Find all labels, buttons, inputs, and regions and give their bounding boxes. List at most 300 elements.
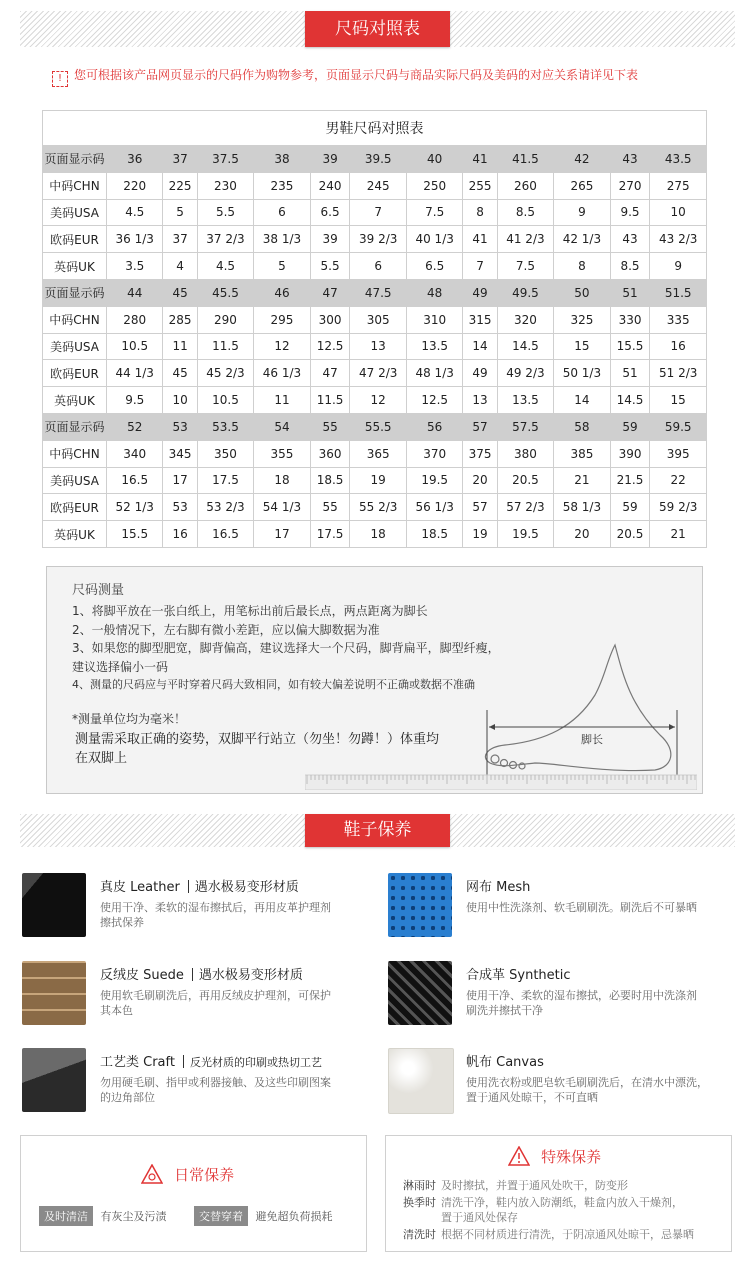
size-cell: 56 1/3 <box>406 494 462 521</box>
size-cell: 11 <box>163 333 197 360</box>
size-row-label: 英码UK <box>43 521 107 548</box>
size-cell: 37.5 <box>197 146 253 173</box>
size-row-uk <box>43 387 707 414</box>
size-cell: 53.5 <box>197 413 253 440</box>
special-care-panel <box>385 1135 732 1252</box>
size-cell: 47 <box>310 279 350 306</box>
care-item-name: 合成革 Synthetic <box>466 968 571 983</box>
size-cell: 12 <box>254 333 310 360</box>
size-cell: 21 <box>554 467 610 494</box>
size-row-label: 中码CHN <box>43 306 107 333</box>
special-value: 根据不同材质进行清洗，于阴凉通风处晾干，忌暴晒 <box>441 1228 694 1241</box>
measure-box <box>46 566 703 794</box>
size-row-page <box>43 146 707 173</box>
unit-note: *测量单位均为毫米！ <box>72 712 187 726</box>
size-cell: 375 <box>463 440 497 467</box>
size-cell: 10 <box>650 199 707 226</box>
daily-text-1: 有灰尘及污渍 <box>100 1210 167 1223</box>
size-cell: 19.5 <box>406 467 462 494</box>
size-cell: 15.5 <box>107 521 163 548</box>
size-row-eur <box>43 494 707 521</box>
size-cell: 10.5 <box>197 387 253 414</box>
care-item-desc-line: 使用洗衣粉或肥皂软毛刷刷洗后，在清水中漂洗， <box>466 1076 708 1089</box>
size-cell: 350 <box>197 440 253 467</box>
size-cell: 10 <box>163 387 197 414</box>
size-cell: 48 1/3 <box>406 360 462 387</box>
special-care-title: 特殊保养 <box>541 1148 602 1166</box>
size-chart-banner <box>305 11 450 47</box>
size-cell: 59 <box>610 494 650 521</box>
size-cell: 285 <box>163 306 197 333</box>
size-cell: 55.5 <box>350 413 406 440</box>
size-cell: 9.5 <box>107 387 163 414</box>
size-cell: 385 <box>554 440 610 467</box>
size-cell: 11.5 <box>310 387 350 414</box>
size-cell: 41 <box>463 226 497 253</box>
size-cell: 18 <box>254 467 310 494</box>
care-item-subtitle: 遇水极易变形材质 <box>194 880 299 895</box>
size-cell: 8.5 <box>610 253 650 280</box>
size-row-label: 英码UK <box>43 387 107 414</box>
size-cell: 54 <box>254 413 310 440</box>
size-cell: 36 1/3 <box>107 226 163 253</box>
size-cell: 290 <box>197 306 253 333</box>
care-item <box>22 873 367 941</box>
tag-alternate: 交替穿着 <box>194 1206 248 1226</box>
size-row-label: 英码UK <box>43 253 107 280</box>
care-item <box>388 1048 733 1116</box>
size-cell: 40 <box>406 146 462 173</box>
size-cell: 41.5 <box>497 146 553 173</box>
size-cell: 42 <box>554 146 610 173</box>
daily-care-row <box>39 1206 333 1226</box>
size-cell: 22 <box>650 467 707 494</box>
size-row-usa <box>43 467 707 494</box>
size-cell: 41 2/3 <box>497 226 553 253</box>
special-row <box>403 1178 728 1193</box>
size-cell: 15 <box>554 333 610 360</box>
care-item-desc <box>100 900 362 930</box>
size-row-label: 页面显示码 <box>43 279 107 306</box>
size-cell: 16.5 <box>197 521 253 548</box>
size-cell: 230 <box>197 172 253 199</box>
measure-step-3b: 建议选择偏小一码 <box>72 659 169 674</box>
care-item <box>388 961 733 1029</box>
size-cell: 16 <box>650 333 707 360</box>
size-cell: 44 1/3 <box>107 360 163 387</box>
care-item-title <box>100 964 303 983</box>
size-cell: 380 <box>497 440 553 467</box>
size-cell: 5 <box>163 199 197 226</box>
care-item-desc-line: 使用干净、柔软的湿布擦拭，必要时用中洗涤剂 <box>466 989 697 1002</box>
measure-step-1: 1、将脚平放在一张白纸上，用笔标出前后最长点，两点距离为脚长 <box>72 604 428 618</box>
size-cell: 9 <box>554 199 610 226</box>
size-cell: 51 <box>610 279 650 306</box>
care-item-desc <box>466 1075 728 1105</box>
size-cell: 12 <box>350 387 406 414</box>
size-cell: 355 <box>254 440 310 467</box>
size-cell: 47 2/3 <box>350 360 406 387</box>
size-cell: 330 <box>610 306 650 333</box>
size-cell: 275 <box>650 172 707 199</box>
size-table-wrap <box>42 110 707 548</box>
size-cell: 57.5 <box>497 413 553 440</box>
care-item <box>22 1048 367 1116</box>
warning-icon: ! <box>52 71 68 87</box>
size-row-label: 中码CHN <box>43 172 107 199</box>
size-cell: 255 <box>463 172 497 199</box>
care-item-name: 反绒皮 Suede <box>100 968 184 983</box>
size-cell: 14.5 <box>497 333 553 360</box>
care-item-desc-line: 刷洗并擦拭干净 <box>466 1004 543 1017</box>
special-row <box>403 1227 728 1242</box>
size-cell: 7 <box>350 199 406 226</box>
size-cell: 17 <box>254 521 310 548</box>
size-row-eur <box>43 360 707 387</box>
care-item-desc-line: 置于通风处晾干，不可直晒 <box>466 1091 598 1104</box>
size-cell: 13 <box>350 333 406 360</box>
size-row-usa <box>43 199 707 226</box>
size-cell: 57 <box>463 413 497 440</box>
posture-line-1: 测量需采取正确的姿势，双脚平行站立（勿坐！勿蹲！）体重均 <box>75 732 440 747</box>
size-cell: 15.5 <box>610 333 650 360</box>
size-row-chn <box>43 306 707 333</box>
care-item-divider <box>183 1055 184 1068</box>
size-cell: 320 <box>497 306 553 333</box>
size-cell: 55 <box>310 413 350 440</box>
size-cell: 49 2/3 <box>497 360 553 387</box>
size-cell: 37 <box>163 146 197 173</box>
size-row-label: 美码USA <box>43 333 107 360</box>
size-cell: 39 2/3 <box>350 226 406 253</box>
size-cell: 49.5 <box>497 279 553 306</box>
size-cell: 20.5 <box>497 467 553 494</box>
size-row-label: 美码USA <box>43 467 107 494</box>
size-row-uk <box>43 253 707 280</box>
size-cell: 47 <box>310 360 350 387</box>
size-row-page <box>43 279 707 306</box>
synthetic-swatch-icon <box>388 961 452 1025</box>
size-cell: 240 <box>310 172 350 199</box>
size-cell: 245 <box>350 172 406 199</box>
daily-text-2: 避免超负荷损耗 <box>255 1210 333 1223</box>
size-cell: 45 <box>163 279 197 306</box>
special-key: 淋雨时 <box>403 1179 436 1192</box>
size-cell: 58 1/3 <box>554 494 610 521</box>
size-cell: 12.5 <box>406 387 462 414</box>
size-cell: 365 <box>350 440 406 467</box>
size-cell: 53 <box>163 494 197 521</box>
size-cell: 44 <box>107 279 163 306</box>
notice-text: 您可根据该产品网页显示的尺码作为购物参考，页面显示尺码与商品实际尺码及美码的对应关系请详见下表 <box>74 68 639 82</box>
care-item-desc-line: 其本色 <box>100 1004 133 1017</box>
size-cell: 59.5 <box>650 413 707 440</box>
size-cell: 9 <box>650 253 707 280</box>
size-cell: 20 <box>463 467 497 494</box>
mesh-swatch-icon <box>388 873 452 937</box>
size-cell: 6.5 <box>406 253 462 280</box>
size-cell: 300 <box>310 306 350 333</box>
size-cell: 10.5 <box>107 333 163 360</box>
suede-swatch-icon <box>22 961 86 1025</box>
size-cell: 48 <box>406 279 462 306</box>
special-value: 及时擦拭，并置于通风处吹干，防变形 <box>441 1179 628 1192</box>
size-cell: 14 <box>463 333 497 360</box>
size-cell: 360 <box>310 440 350 467</box>
size-cell: 8 <box>554 253 610 280</box>
size-cell: 15 <box>650 387 707 414</box>
foot-measure-illustration <box>305 635 697 790</box>
size-cell: 16.5 <box>107 467 163 494</box>
size-cell: 37 <box>163 226 197 253</box>
size-chart-banner-label: 尺码对照表 <box>335 19 420 39</box>
size-cell: 40 1/3 <box>406 226 462 253</box>
size-row-label: 欧码EUR <box>43 226 107 253</box>
size-cell: 41 <box>463 146 497 173</box>
tag-clean: 及时清洁 <box>39 1206 93 1226</box>
size-row-label: 欧码EUR <box>43 360 107 387</box>
size-cell: 340 <box>107 440 163 467</box>
size-cell: 4.5 <box>197 253 253 280</box>
size-cell: 5.5 <box>310 253 350 280</box>
size-cell: 260 <box>497 172 553 199</box>
size-cell: 310 <box>406 306 462 333</box>
size-cell: 6 <box>350 253 406 280</box>
size-cell: 51.5 <box>650 279 707 306</box>
measure-step-2: 2、一般情况下，左右脚有微小差距，应以偏大脚数据为准 <box>72 622 380 637</box>
size-cell: 235 <box>254 172 310 199</box>
size-cell: 39.5 <box>350 146 406 173</box>
size-cell: 370 <box>406 440 462 467</box>
canvas-swatch-icon <box>388 1048 454 1114</box>
size-cell: 59 2/3 <box>650 494 707 521</box>
size-cell: 19 <box>463 521 497 548</box>
alert-triangle-icon <box>508 1146 530 1166</box>
size-cell: 220 <box>107 172 163 199</box>
size-cell: 51 2/3 <box>650 360 707 387</box>
daily-care-title: 日常保养 <box>174 1166 235 1184</box>
care-item-name: 真皮 Leather <box>100 880 180 895</box>
care-item-divider <box>192 968 193 981</box>
size-cell: 7.5 <box>406 199 462 226</box>
size-cell: 11 <box>254 387 310 414</box>
size-cell: 51 <box>610 360 650 387</box>
size-cell: 5.5 <box>197 199 253 226</box>
size-cell: 295 <box>254 306 310 333</box>
care-item-name: 工艺类 Craft <box>100 1055 175 1070</box>
size-cell: 55 2/3 <box>350 494 406 521</box>
care-item-title <box>100 1051 322 1070</box>
size-cell: 270 <box>610 172 650 199</box>
size-cell: 17.5 <box>197 467 253 494</box>
size-cell: 8.5 <box>497 199 553 226</box>
size-cell: 43 <box>610 146 650 173</box>
size-cell: 43 2/3 <box>650 226 707 253</box>
size-cell: 46 1/3 <box>254 360 310 387</box>
care-banner-label: 鞋子保养 <box>343 820 412 840</box>
measure-title: 尺码测量 <box>72 583 125 598</box>
size-cell: 54 1/3 <box>254 494 310 521</box>
size-cell: 16 <box>163 521 197 548</box>
size-chart-notice <box>52 66 732 87</box>
size-cell: 390 <box>610 440 650 467</box>
care-item-divider <box>188 880 189 893</box>
size-cell: 57 2/3 <box>497 494 553 521</box>
size-cell: 265 <box>554 172 610 199</box>
special-row <box>403 1195 728 1210</box>
care-item-subtitle: 遇水极易变形材质 <box>198 968 303 983</box>
special-value: 清洗干净，鞋内放入防潮纸，鞋盒内放入干燥剂， <box>441 1196 683 1209</box>
size-cell: 280 <box>107 306 163 333</box>
size-cell: 50 1/3 <box>554 360 610 387</box>
care-item-desc <box>466 988 728 1018</box>
size-cell: 18.5 <box>310 467 350 494</box>
size-cell: 43.5 <box>650 146 707 173</box>
size-cell: 13 <box>463 387 497 414</box>
size-cell: 395 <box>650 440 707 467</box>
size-cell: 19 <box>350 467 406 494</box>
size-cell: 45 <box>163 360 197 387</box>
size-cell: 13.5 <box>406 333 462 360</box>
size-cell: 6.5 <box>310 199 350 226</box>
size-cell: 21.5 <box>610 467 650 494</box>
size-cell: 47.5 <box>350 279 406 306</box>
size-cell: 19.5 <box>497 521 553 548</box>
size-table-title: 男鞋尺码对照表 <box>43 111 707 146</box>
size-cell: 7.5 <box>497 253 553 280</box>
care-item-title <box>100 876 299 895</box>
size-cell: 49 <box>463 279 497 306</box>
size-cell: 250 <box>406 172 462 199</box>
size-cell: 52 <box>107 413 163 440</box>
leather-swatch-icon <box>22 873 86 937</box>
size-row-label: 页面显示码 <box>43 413 107 440</box>
size-cell: 49 <box>463 360 497 387</box>
size-cell: 11.5 <box>197 333 253 360</box>
measure-step-4: 4、测量的尺码应与平时穿着尺码大致相同，如有较大偏差说明不正确或数据不准确 <box>72 678 475 691</box>
size-row-uk <box>43 521 707 548</box>
size-cell: 56 <box>406 413 462 440</box>
size-cell: 50 <box>554 279 610 306</box>
care-item-desc-line: 使用干净、柔软的湿布擦拭后，再用皮革护理剂 <box>100 901 331 914</box>
size-cell: 38 1/3 <box>254 226 310 253</box>
care-item-title <box>466 964 571 983</box>
care-item-desc-line: 擦拭保养 <box>100 916 144 929</box>
size-row-label: 美码USA <box>43 199 107 226</box>
size-cell: 8 <box>463 199 497 226</box>
special-care-rows <box>403 1178 728 1242</box>
care-item-name: 帆布 Canvas <box>466 1055 544 1070</box>
care-banner <box>305 814 450 847</box>
size-cell: 52 1/3 <box>107 494 163 521</box>
size-cell: 13.5 <box>497 387 553 414</box>
care-item-name: 网布 Mesh <box>466 880 531 895</box>
care-item <box>22 961 367 1029</box>
size-cell: 18 <box>350 521 406 548</box>
care-item-desc-line: 使用中性洗涤剂、软毛刷刷洗。刷洗后不可暴晒 <box>466 901 697 914</box>
special-row <box>403 1210 728 1225</box>
size-row-usa <box>43 333 707 360</box>
size-cell: 3.5 <box>107 253 163 280</box>
care-item <box>388 873 733 941</box>
size-cell: 12.5 <box>310 333 350 360</box>
size-row-label: 欧码EUR <box>43 494 107 521</box>
size-row-chn <box>43 172 707 199</box>
size-cell: 345 <box>163 440 197 467</box>
size-cell: 335 <box>650 306 707 333</box>
size-cell: 36 <box>107 146 163 173</box>
size-cell: 9.5 <box>610 199 650 226</box>
size-cell: 14.5 <box>610 387 650 414</box>
size-cell: 18.5 <box>406 521 462 548</box>
care-item-title <box>466 876 530 895</box>
special-key: 换季时 <box>403 1196 436 1209</box>
posture-line-2: 在双脚上 <box>75 751 128 766</box>
size-cell: 45 2/3 <box>197 360 253 387</box>
size-cell: 4.5 <box>107 199 163 226</box>
size-cell: 4 <box>163 253 197 280</box>
size-row-chn <box>43 440 707 467</box>
special-value: 置于通风处保存 <box>441 1211 518 1224</box>
care-item-desc-line: 使用软毛刷刷洗后，再用反绒皮护理剂，可保护 <box>100 989 331 1002</box>
size-cell: 325 <box>554 306 610 333</box>
measure-step-3: 3、如果您的脚型肥宽，脚背偏高，建议选择大一个尺码，脚背扁平，脚型纤瘦， <box>72 641 500 655</box>
size-cell: 43 <box>610 226 650 253</box>
size-cell: 45.5 <box>197 279 253 306</box>
size-cell: 20.5 <box>610 521 650 548</box>
care-item-title <box>466 1051 544 1070</box>
care-item-desc <box>100 988 362 1018</box>
foot-length-label: 脚长 <box>581 733 603 746</box>
craft-swatch-icon <box>22 1048 86 1112</box>
size-cell: 20 <box>554 521 610 548</box>
size-cell: 53 <box>163 413 197 440</box>
daily-care-panel <box>20 1135 367 1252</box>
size-cell: 305 <box>350 306 406 333</box>
special-care-heading <box>508 1146 601 1167</box>
size-cell: 17 <box>163 467 197 494</box>
size-cell: 37 2/3 <box>197 226 253 253</box>
size-cell: 39 <box>310 226 350 253</box>
size-cell: 315 <box>463 306 497 333</box>
size-cell: 42 1/3 <box>554 226 610 253</box>
foot-outline-icon <box>485 645 670 771</box>
size-cell: 58 <box>554 413 610 440</box>
size-row-eur <box>43 226 707 253</box>
size-cell: 7 <box>463 253 497 280</box>
size-cell: 39 <box>310 146 350 173</box>
care-item-desc <box>100 1075 362 1105</box>
size-cell: 5 <box>254 253 310 280</box>
care-item-desc-line: 勿用硬毛刷、指甲或利器接触、及这些印刷图案 <box>100 1076 331 1089</box>
care-item-desc-line: 的边角部位 <box>100 1091 155 1104</box>
size-row-page <box>43 413 707 440</box>
size-cell: 38 <box>254 146 310 173</box>
size-cell: 53 2/3 <box>197 494 253 521</box>
size-row-label: 中码CHN <box>43 440 107 467</box>
size-cell: 225 <box>163 172 197 199</box>
size-cell: 14 <box>554 387 610 414</box>
daily-care-heading <box>141 1164 234 1185</box>
care-item-subtitle: 反光材质的印刷或热切工艺 <box>189 1056 322 1069</box>
size-cell: 59 <box>610 413 650 440</box>
size-cell: 21 <box>650 521 707 548</box>
size-cell: 46 <box>254 279 310 306</box>
size-cell: 6 <box>254 199 310 226</box>
special-key: 清洗时 <box>403 1228 436 1241</box>
size-cell: 55 <box>310 494 350 521</box>
size-cell: 17.5 <box>310 521 350 548</box>
